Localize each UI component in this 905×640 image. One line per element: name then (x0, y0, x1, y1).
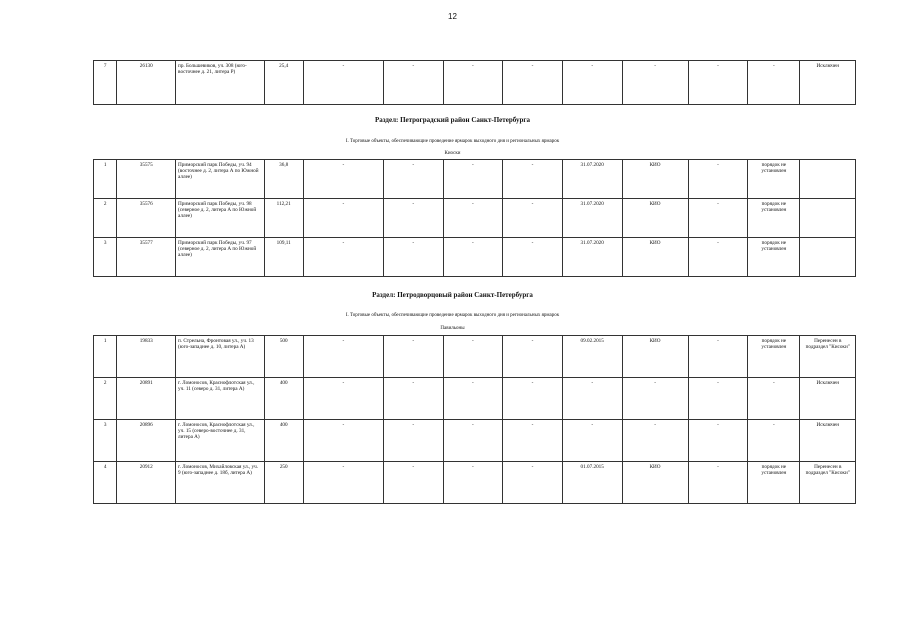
cell-col-7: - (443, 336, 503, 378)
section-title-petrodvortsovy: Раздел: Петродворцовый район Санкт-Петербурга (372, 291, 533, 299)
cell-col-7: - (443, 462, 503, 504)
cell-col-5: - (303, 199, 383, 238)
cell-note: Исключен (800, 378, 856, 420)
cell-col-8: - (503, 160, 563, 199)
page-number: 12 (448, 12, 457, 21)
cell-area: 112,21 (264, 199, 303, 238)
cell-col-12: порядок не установлен (748, 160, 800, 199)
cell-area: 500 (264, 336, 303, 378)
cell-date: 09.02.2015 (562, 336, 622, 378)
cell-col-6: - (383, 199, 443, 238)
cell-col-6: - (383, 336, 443, 378)
section-subtitle-petrodvortsovy: I. Торговые объекты, обеспечивающие проведение ярмарок выходного дня и региональных ярмарок (345, 313, 560, 318)
cell-row-number: 2 (94, 199, 117, 238)
cell-date: 01.07.2015 (562, 462, 622, 504)
cell-address: Приморский парк Победы, уч. 97 (северное д. 2, литера А по Южной аллее) (176, 238, 264, 277)
cell-area: 250 (264, 462, 303, 504)
table-row (94, 336, 856, 378)
cell-col-6: - (383, 420, 443, 462)
cell-col-12: - (748, 61, 800, 105)
cell-organization: КИО (622, 462, 688, 504)
cell-row-number: 3 (94, 238, 117, 277)
cell-date: 31.07.2020 (562, 199, 622, 238)
cell-row-number: 1 (94, 160, 117, 199)
cell-col-8: - (503, 336, 563, 378)
cell-date: 31.07.2020 (562, 238, 622, 277)
cell-note: Перенесен в подраздел "Кисоки" (800, 462, 856, 504)
type-label-pavilions: Павильоны (440, 326, 465, 331)
cell-col-8: - (503, 61, 563, 105)
cell-object-id: 20912 (117, 462, 176, 504)
cell-address: Приморский парк Победы, уч. 94 (восточнее д. 2, литера А по Южной аллее) (176, 160, 264, 199)
cell-col-12: порядок не установлен (748, 336, 800, 378)
cell-object-id: 35577 (117, 238, 176, 277)
table-row (94, 378, 856, 420)
cell-note (800, 160, 856, 199)
cell-note: Исключен (800, 420, 856, 462)
cell-col-11: - (688, 61, 748, 105)
cell-address: пр. Большевиков, уч. 308 (юго-восточнее д. 21, литера Р) (176, 61, 264, 105)
cell-col-7: - (443, 61, 503, 105)
cell-address: г. Ломоносов, Михайловская ул., уч. 9 (юго-западнее д. 18б, литера А) (176, 462, 264, 504)
cell-organization: - (622, 420, 688, 462)
cell-col-5: - (303, 238, 383, 277)
cell-row-number: 4 (94, 462, 117, 504)
cell-organization: КИО (622, 199, 688, 238)
cell-col-8: - (503, 462, 563, 504)
cell-col-6: - (383, 160, 443, 199)
cell-col-7: - (443, 378, 503, 420)
table-row (94, 462, 856, 504)
table-row (94, 61, 856, 105)
cell-col-12: - (748, 378, 800, 420)
cell-col-6: - (383, 61, 443, 105)
cell-col-7: - (443, 420, 503, 462)
type-label-kiosks: Киоски (444, 151, 461, 156)
cell-organization: КИО (622, 238, 688, 277)
cell-object-id: 35576 (117, 199, 176, 238)
cell-area: 25,4 (264, 61, 303, 105)
cell-col-6: - (383, 462, 443, 504)
cell-col-11: - (688, 160, 748, 199)
cell-col-11: - (688, 336, 748, 378)
cell-note (800, 199, 856, 238)
cell-address: Приморский парк Победы, уч. 98 (северное д. 2, литера А по Южной аллее) (176, 199, 264, 238)
cell-col-11: - (688, 199, 748, 238)
cell-row-number: 3 (94, 420, 117, 462)
table-petrogradsky (93, 159, 856, 277)
cell-object-id: 19833 (117, 336, 176, 378)
cell-col-11: - (688, 378, 748, 420)
cell-col-5: - (303, 160, 383, 199)
cell-col-12: порядок не установлен (748, 462, 800, 504)
cell-col-12: порядок не установлен (748, 199, 800, 238)
cell-address: г. Ломоносов, Краснофлотская ул., уч. 11 (северо д. 31, литера А) (176, 378, 264, 420)
table-petrodvortsovy (93, 335, 856, 504)
cell-date: 31.07.2020 (562, 160, 622, 199)
section-subtitle-petrogradsky: I. Торговые объекты, обеспечивающие проведение ярмарок выходного дня и региональных ярмарок (345, 139, 560, 144)
cell-col-11: - (688, 238, 748, 277)
cell-col-12: - (748, 420, 800, 462)
cell-area: 400 (264, 378, 303, 420)
table-row (94, 420, 856, 462)
cell-col-7: - (443, 238, 503, 277)
cell-col-8: - (503, 199, 563, 238)
cell-col-8: - (503, 238, 563, 277)
cell-col-6: - (383, 238, 443, 277)
cell-area: 400 (264, 420, 303, 462)
table-row (94, 160, 856, 199)
cell-organization: - (622, 378, 688, 420)
table-row (94, 199, 856, 238)
cell-col-5: - (303, 61, 383, 105)
cell-date: - (562, 420, 622, 462)
cell-col-5: - (303, 462, 383, 504)
table-row (94, 238, 856, 277)
section-title-petrogradsky: Раздел: Петроградский район Санкт-Петербурга (374, 116, 531, 124)
cell-col-6: - (383, 378, 443, 420)
cell-object-id: 20896 (117, 420, 176, 462)
cell-area: 36,8 (264, 160, 303, 199)
cell-col-7: - (443, 160, 503, 199)
cell-date: - (562, 61, 622, 105)
cell-col-12: порядок не установлен (748, 238, 800, 277)
cell-object-id: 26130 (117, 61, 176, 105)
cell-organization: КИО (622, 336, 688, 378)
cell-col-7: - (443, 199, 503, 238)
cell-row-number: 7 (94, 61, 117, 105)
cell-row-number: 1 (94, 336, 117, 378)
cell-col-8: - (503, 420, 563, 462)
table-top (93, 60, 856, 105)
cell-address: г. Ломоносов, Краснофлотская ул., уч. 15 (северо-восточнее д. 31, литера А) (176, 420, 264, 462)
cell-row-number: 2 (94, 378, 117, 420)
cell-col-11: - (688, 420, 748, 462)
cell-col-5: - (303, 378, 383, 420)
cell-organization: - (622, 61, 688, 105)
cell-area: 109,11 (264, 238, 303, 277)
cell-organization: КИО (622, 160, 688, 199)
cell-object-id: 20891 (117, 378, 176, 420)
cell-note (800, 238, 856, 277)
cell-col-8: - (503, 378, 563, 420)
cell-col-5: - (303, 336, 383, 378)
cell-date: - (562, 378, 622, 420)
cell-object-id: 35575 (117, 160, 176, 199)
cell-col-5: - (303, 420, 383, 462)
cell-col-11: - (688, 462, 748, 504)
cell-address: п. Стрельна, Фронтовая ул., уч. 13 (юго-западнее д. 10, литера А) (176, 336, 264, 378)
cell-note: Перенесен в подраздел "Кисоки" (800, 336, 856, 378)
cell-note: Исключен (800, 61, 856, 105)
